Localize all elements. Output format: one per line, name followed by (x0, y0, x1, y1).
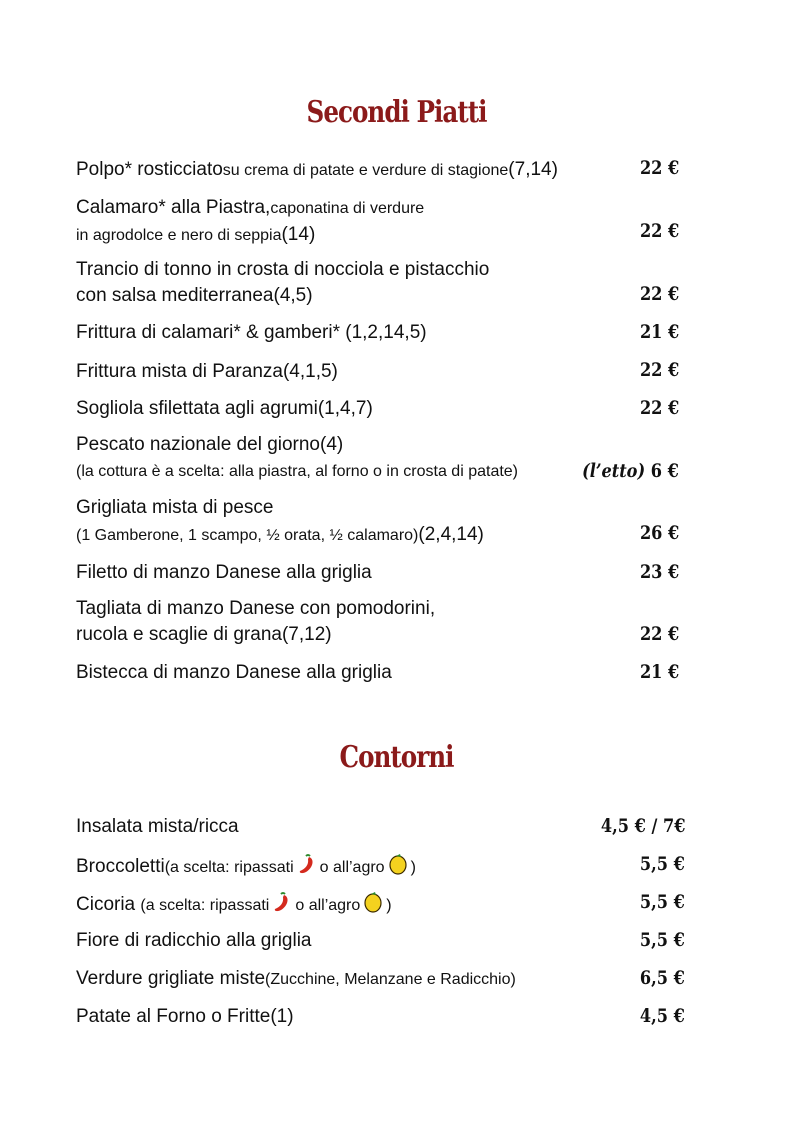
menu-item-tonno (76, 259, 489, 281)
item-desc: (a scelta: ripassati (140, 897, 270, 915)
item-price: 4,5 € / 7€ (600, 815, 685, 837)
item-price: 22 € (639, 157, 679, 179)
item-desc: ) (410, 859, 416, 877)
item-allergens: (7,14) (508, 159, 558, 180)
menu-item-bistecca (76, 662, 392, 684)
item-desc: su crema di patate e verdure di stagione (222, 162, 509, 179)
item-name: Patate al Forno o Fritte (76, 1006, 271, 1027)
item-price: 5,5 € (640, 929, 685, 951)
item-name: Frittura mista di Paranza (76, 361, 283, 382)
item-name: Frittura di calamari* & gamberi* (1,2,14,5) (76, 322, 427, 343)
menu-item-radicchio (76, 930, 312, 952)
menu-item-polpo (76, 159, 558, 181)
item-name: Verdure grigliate miste (76, 968, 266, 989)
menu-item-frittura-calamari (76, 322, 427, 344)
item-desc: (a scelta: ripassati (164, 859, 294, 877)
item-allergens: (1) (270, 1006, 294, 1027)
item-name: Polpo* rosticciato (76, 159, 223, 180)
item-name: Fiore di radicchio alla griglia (76, 930, 312, 951)
menu-item-pescato (76, 434, 343, 456)
menu-item-cicoria (76, 891, 392, 919)
item-name: Calamaro* alla Piastra, (76, 197, 271, 218)
item-price: 22 € (639, 220, 679, 242)
item-price (582, 460, 679, 482)
menu-item-verdure-grigliate (76, 968, 516, 990)
item-price: 23 € (639, 561, 679, 583)
item-name: Grigliata mista di pesce (76, 497, 274, 518)
item-price: 5,5 € (640, 853, 685, 875)
item-price: 22 € (639, 283, 679, 305)
item-name: Cicoria (76, 894, 136, 916)
item-desc-line2: rucola e scaglie di grana (76, 624, 282, 645)
price-unit: (l’etto) (582, 460, 646, 482)
item-name: Broccoletti (76, 856, 165, 878)
item-name: Bistecca di manzo Danese alla griglia (76, 662, 392, 683)
item-price: 21 € (639, 321, 679, 343)
item-desc-line2: in agrodolce e nero di seppia (76, 227, 282, 244)
item-price: 22 € (639, 359, 679, 381)
item-desc: (Zucchine, Melanzane e Radicchio) (265, 971, 516, 988)
item-desc: ) (386, 897, 392, 915)
item-allergens: (2,4,14) (418, 524, 484, 545)
price-value: 6 € (650, 460, 679, 482)
menu-item-grigliata-pesce (76, 497, 273, 519)
menu-item-tagliata-line2 (76, 624, 332, 646)
item-name: Insalata mista/ricca (76, 816, 239, 837)
section-title-contorni: Contorni (339, 740, 454, 775)
menu-item-broccoletti (76, 853, 416, 881)
chili-pepper-icon (272, 891, 292, 919)
menu-item-insalata (76, 816, 239, 838)
item-desc-line2: con salsa mediterranea (76, 285, 274, 306)
item-desc: caponatina di verdure (270, 200, 425, 217)
item-allergens: (7,12) (281, 624, 332, 645)
item-desc: o all’agro (295, 897, 361, 915)
item-allergens: (1,4,7) (317, 398, 373, 419)
item-allergens: (4,1,5) (282, 361, 338, 382)
item-desc: o all’agro (319, 859, 385, 877)
item-allergens: (4,5) (273, 285, 313, 306)
item-price: 4,5 € (640, 1005, 685, 1027)
item-allergens: (4) (320, 434, 344, 455)
item-name: Pescato nazionale del giorno (76, 434, 321, 455)
lemon-icon (363, 891, 383, 919)
menu-item-sogliola (76, 398, 373, 420)
menu-item-tonno-line2 (76, 285, 313, 307)
item-name: Sogliola sfilettata agli agrumi (76, 398, 318, 419)
item-name: Tagliata di manzo Danese con pomodorini, (76, 598, 436, 619)
section-title-secondi: Secondi Piatti (306, 95, 487, 130)
chili-pepper-icon (297, 853, 317, 881)
menu-item-pescato-line2 (76, 463, 518, 481)
item-allergens: (14) (281, 224, 316, 245)
menu-item-grigliata-line2 (76, 524, 484, 546)
menu-item-filetto (76, 562, 372, 584)
item-price: 22 € (639, 397, 679, 419)
menu-item-paranza (76, 361, 338, 383)
item-price: 5,5 € (640, 891, 685, 913)
item-desc-line2: (1 Gamberone, 1 scampo, ½ orata, ½ calamaro) (76, 527, 419, 544)
item-price: 21 € (639, 661, 679, 683)
item-price: 22 € (639, 623, 679, 645)
item-price: 26 € (639, 522, 679, 544)
item-desc-line2: (la cottura è a scelta: alla piastra, al forno o in crosta di patate) (76, 463, 519, 480)
item-name: Trancio di tonno in crosta di nocciola e pistacchio (76, 259, 490, 280)
menu-item-patate (76, 1006, 294, 1028)
menu-item-tagliata (76, 598, 435, 620)
item-price: 6,5 € (640, 967, 685, 989)
item-name: Filetto di manzo Danese alla griglia (76, 562, 372, 583)
menu-item-calamaro-line2 (76, 224, 315, 246)
menu-item-calamaro (76, 197, 424, 219)
lemon-icon (388, 853, 408, 881)
